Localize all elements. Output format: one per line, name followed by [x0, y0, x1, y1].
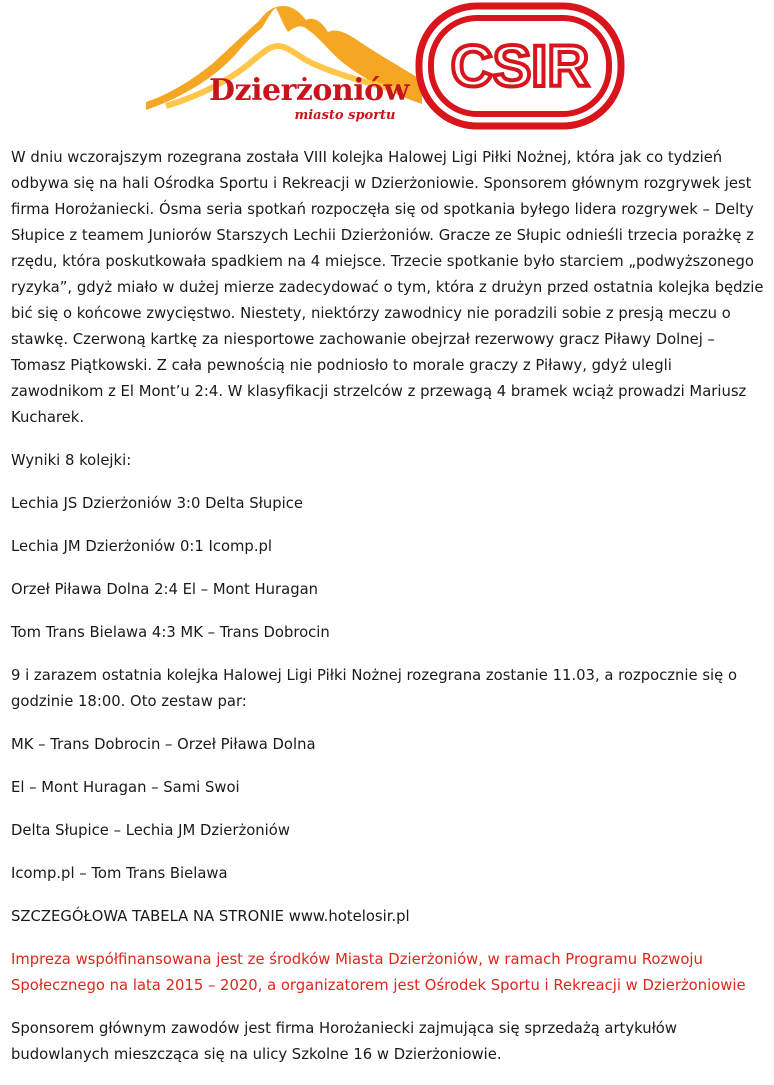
pair-line: Icomp.pl – Tom Trans Bielawa	[11, 865, 228, 882]
pair-line: El – Mont Huragan – Sami Swoi	[11, 779, 240, 796]
funding-notice: Impreza współfinansowana jest ze środków Miasta Dzierżoniów, w ramach Programu Rozwoju Społecznego na lata 2015 – 2020, a organizatorem jest Ośrodek Sportu i Rekreacji w Dzierżoniowie	[11, 951, 746, 994]
result-line: Lechia JM Dzierżoniów 0:1 Icomp.pl	[11, 538, 273, 555]
result-line: Lechia JS Dzierżoniów 3:0 Delta Słupice	[11, 495, 303, 512]
article-intro: W dniu wczorajszym rozegrana została VIII kolejka Halowej Ligi Piłki Nożnej, która jak co tydzień odbywa się na hali Ośrodka Sportu i Rekreacji w Dzierżoniowie. Sponsorem głównym rozgrywek jest firma Horożaniecki. Ósma seria spotkań rozpoczęła się od spotkania byłego lidera rozgrywek – Delty Słupice z teamem Juniorów Starszych Lechii Dzierżoniów. Gracze ze Słupic odnieśli trzecia porażkę z rzędu, która poskutkowała spadkiem na 4 miejsce. Trzecie spotkanie było starciem „podwyższonego ryzyka”, gdyż miało w dużej mierze zadecydować o tym, która z drużyn przed ostatnia kolejka będzie bić się o końcowe zwycięstwo. Niestety, niektórzy zawodnicy nie poradzili sobie z presją meczu o stawkę. Czerwoną kartkę za niesportowe zachowanie obejrzał rezerwowy gracz Piławy Dolnej – Tomasz Piątkowski. Z cała pewnością nie podniosło to morale graczy z Piławy, gdyż ulegli zawodnikom z El Mont’u 2:4. W klasyfikacji strzelców z przewagą 4 bramek wciąż prowadzi Mariusz Kucharek.	[11, 149, 764, 426]
city-logo-title: Dzierżoniów	[209, 73, 409, 108]
result-line: Tom Trans Bielawa 4:3 MK – Trans Dobrocin	[11, 624, 330, 641]
city-logo-subtitle: miasto sportu	[294, 108, 396, 123]
csir-logo	[415, 2, 625, 130]
table-notice: SZCZEGÓŁOWA TABELA NA STRONIE www.hotelosir.pl	[11, 908, 410, 925]
pair-line: MK – Trans Dobrocin – Orzeł Piława Dolna	[11, 736, 316, 753]
result-line: Orzeł Piława Dolna 2:4 El – Mont Huragan	[11, 581, 319, 598]
pair-line: Delta Słupice – Lechia JM Dzierżoniów	[11, 822, 290, 839]
article-body	[11, 145, 767, 1085]
next-round-intro: 9 i zarazem ostatnia kolejka Halowej Ligi Piłki Nożnej rozegrana zostanie 11.03, a rozpocznie się o godzinie 18:00. Oto zestaw par:	[11, 667, 738, 710]
results-heading: Wyniki 8 kolejki:	[11, 452, 132, 469]
csir-logo-text: CSIR	[450, 34, 590, 99]
page-header	[0, 0, 774, 140]
sponsor-notice: Sponsorem głównym zawodów jest firma Horożaniecki zajmująca się sprzedażą artykułów budowlanych mieszcząca się na ulicy Szkolne 16 w Dzierżoniowie.	[11, 1020, 677, 1063]
